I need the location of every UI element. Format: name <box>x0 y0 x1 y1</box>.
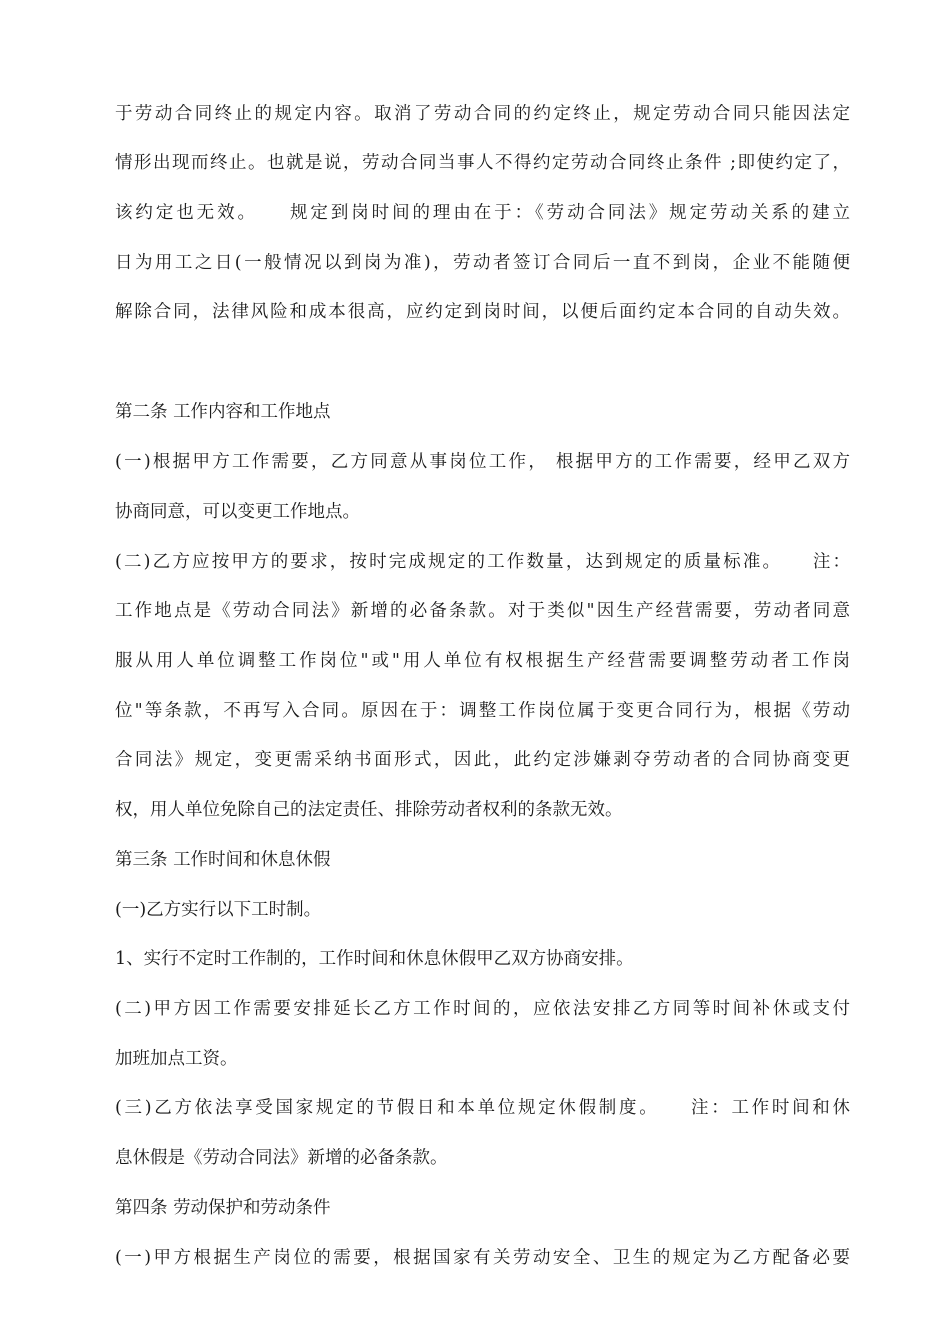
paragraph-line: 息休假是《劳动合同法》新增的必备条款。 <box>115 1148 448 1168</box>
paragraph-line: 服从用人单位调整工作岗位"或"用人单位有权根据生产经营需要调整劳动者工作岗 <box>115 651 850 671</box>
section-heading-article-4: 第四条 劳动保护和劳动条件 <box>115 1198 331 1218</box>
paragraph-line: (三)乙方依法享受国家规定的节假日和本单位规定休假制度。 注：工作时间和休 <box>115 1098 850 1118</box>
paragraph-line: 该约定也无效。 规定到岗时间的理由在于：《劳动合同法》规定劳动关系的建立 <box>115 203 850 223</box>
paragraph-line: 情形出现而终止。也就是说，劳动合同当事人不得约定劳动合同终止条件 ;即使约定了， <box>115 153 850 173</box>
paragraph-line: (二)甲方因工作需要安排延长乙方工作时间的，应依法安排乙方同等时间补休或支付 <box>115 999 850 1019</box>
section-heading-article-2: 第二条 工作内容和工作地点 <box>115 402 331 422</box>
paragraph-line: 权，用人单位免除自己的法定责任、排除劳动者权利的条款无效。 <box>115 800 623 820</box>
paragraph-line: 合同法》规定，变更需采纳书面形式，因此，此约定涉嫌剥夺劳动者的合同协商变更 <box>115 750 850 770</box>
paragraph-line: 解除合同，法律风险和成本很高，应约定到岗时间，以便后面约定本合同的自动失效。 <box>115 302 850 322</box>
paragraph-line: 协商同意，可以变更工作地点。 <box>115 502 360 522</box>
paragraph-line: 1、实行不定时工作制的，工作时间和休息休假甲乙双方协商安排。 <box>115 949 634 969</box>
paragraph-line: (一)根据甲方工作需要，乙方同意从事岗位工作， 根据甲方的工作需要，经甲乙双方 <box>115 452 850 472</box>
paragraph-line: (一)乙方实行以下工时制。 <box>115 900 322 920</box>
section-heading-article-3: 第三条 工作时间和休息休假 <box>115 850 331 870</box>
paragraph-line: (一)甲方根据生产岗位的需要，根据国家有关劳动安全、卫生的规定为乙方配备必要 <box>115 1248 850 1268</box>
paragraph-line: 位"等条款，不再写入合同。原因在于：调整工作岗位属于变更合同行为，根据《劳动 <box>115 701 850 721</box>
paragraph-line: 于劳动合同终止的规定内容。取消了劳动合同的约定终止，规定劳动合同只能因法定 <box>115 104 850 124</box>
paragraph-line: (二)乙方应按甲方的要求，按时完成规定的工作数量，达到规定的质量标准。 注： <box>115 552 850 572</box>
paragraph-line: 日为用工之日(一般情况以到岗为准)，劳动者签订合同后一直不到岗，企业不能随便 <box>115 253 850 273</box>
paragraph-line: 加班加点工资。 <box>115 1049 238 1069</box>
paragraph-line: 工作地点是《劳动合同法》新增的必备条款。对于类似"因生产经营需要，劳动者同意 <box>115 601 850 621</box>
